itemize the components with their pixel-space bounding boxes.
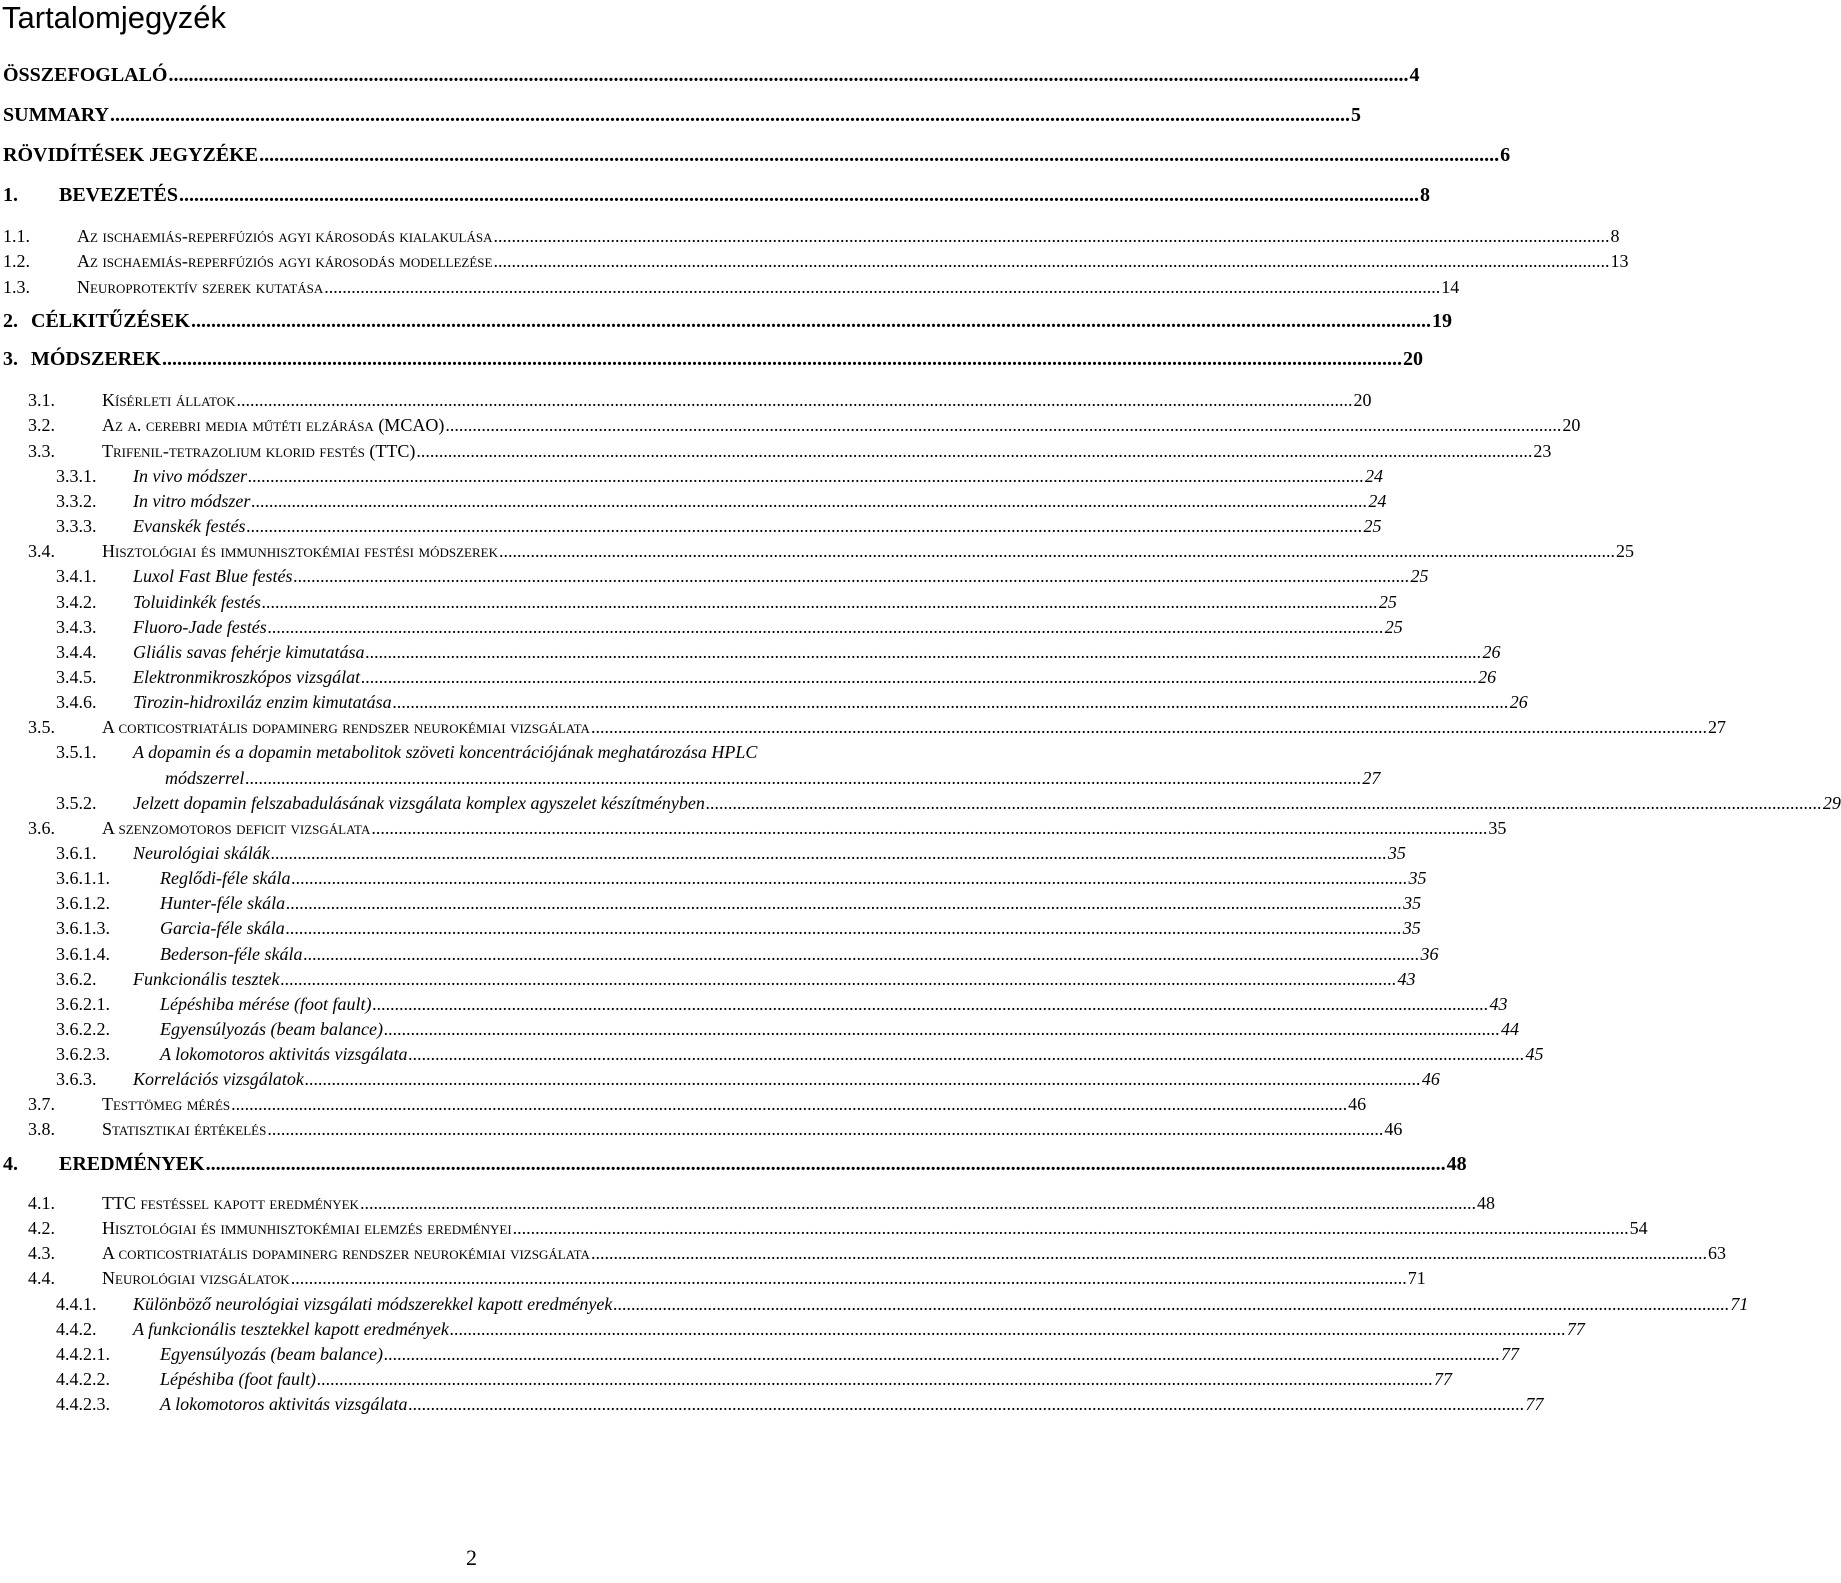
toc-leader	[384, 1019, 1500, 1040]
toc-page-number: 20	[1353, 390, 1372, 410]
toc-entry[interactable]	[56, 868, 1427, 889]
toc-entry-number: 3.5.	[28, 717, 55, 737]
toc-entry-number: 3.5.2.	[56, 793, 97, 813]
toc-page-number: 77	[1500, 1344, 1519, 1364]
toc-entry-title: Testtömeg mérés	[102, 1094, 231, 1114]
toc-entry-title: Egyensúlyozás (beam balance)	[160, 1019, 383, 1039]
toc-page-number: 27	[1362, 768, 1381, 788]
toc-entry-number: 3.6.1.4.	[56, 944, 110, 964]
toc-entry-title: Luxol Fast Blue festés	[133, 566, 293, 586]
toc-entry[interactable]	[3, 1153, 1467, 1176]
toc-leader	[268, 617, 1384, 638]
toc-leader	[286, 893, 1402, 914]
toc-entry-number: 3.4.6.	[56, 692, 97, 712]
toc-entry[interactable]	[3, 64, 1420, 87]
toc-leader	[231, 1094, 1347, 1115]
toc-entry[interactable]	[28, 1268, 1426, 1289]
toc-leader	[271, 843, 1387, 864]
toc-entry[interactable]	[3, 251, 1629, 272]
toc-page-number: 44	[1500, 1019, 1519, 1039]
toc-leader	[267, 1119, 1383, 1140]
toc-entry-title: Neurológiai vizsgálatok	[102, 1268, 290, 1288]
toc-leader	[245, 768, 1361, 789]
toc-entry[interactable]	[28, 390, 1372, 411]
toc-entry-title: Az ischaemiás-reperfúziós agyi károsodás modellezése	[77, 251, 493, 271]
toc-page-number: 48	[1476, 1193, 1495, 1213]
toc-entry-number: 3.4.3.	[56, 617, 97, 637]
toc-entry[interactable]	[3, 226, 1620, 247]
toc-entry[interactable]	[56, 944, 1439, 965]
toc-leader	[513, 1218, 1629, 1239]
toc-leader	[365, 642, 1481, 663]
toc-entry[interactable]	[3, 348, 1424, 371]
toc-entry-number: 3.6.1.	[56, 843, 97, 863]
toc-entry-title: Neuroprotektív szerek kutatása	[77, 277, 324, 297]
toc-entry[interactable]	[28, 441, 1552, 462]
toc-leader	[262, 592, 1378, 613]
toc-entry-number: 4.4.2.	[56, 1319, 97, 1339]
toc-entry[interactable]	[56, 692, 1528, 713]
toc-entry-number: 3.4.4.	[56, 642, 97, 662]
toc-entry[interactable]	[56, 918, 1421, 939]
toc-entry[interactable]	[56, 617, 1403, 638]
toc-entry-number: 4.4.2.2.	[56, 1369, 110, 1389]
toc-entry-title: A corticostriatális dopaminerg rendszer neurokémiai vizsgálata	[102, 717, 590, 737]
toc-page-number: 48	[1446, 1153, 1467, 1175]
toc-page-number: 24	[1368, 491, 1387, 511]
toc-leader	[416, 441, 1532, 462]
toc-page-number: 77	[1434, 1369, 1452, 1389]
toc-page-number: 25	[1378, 592, 1397, 612]
toc-leader	[493, 251, 1609, 272]
toc-page-number: 43	[1397, 969, 1416, 989]
toc-entry-title: RÖVIDÍTÉSEK JEGYZÉKE	[3, 144, 259, 166]
toc-entry-title: Korrelációs vizsgálatok	[133, 1069, 304, 1089]
page-number: 2	[466, 1545, 477, 1570]
toc-entry-number: 4.4.2.3.	[56, 1394, 110, 1414]
toc-entry-title: Hisztológiai és immunhisztokémiai elemzés eredményei	[102, 1218, 512, 1238]
toc-entry[interactable]	[56, 843, 1406, 864]
toc-entry-number: 4.4.1.	[56, 1294, 97, 1314]
toc-page-number: 36	[1420, 944, 1439, 964]
toc-entry-number: 2.	[3, 310, 18, 332]
toc-entry[interactable]	[28, 717, 1726, 738]
toc-entry-number: 3.3.1.	[56, 466, 97, 486]
toc-page-number: 27	[1707, 717, 1726, 737]
toc-page-number: 19	[1431, 310, 1452, 332]
toc-leader	[110, 104, 1350, 127]
toc-entry-number: 1.2.	[3, 251, 30, 271]
toc-entry-number: 3.6.1.1.	[56, 868, 110, 888]
toc-leader	[206, 1153, 1446, 1176]
toc-entry[interactable]	[56, 1394, 1544, 1415]
toc-entry-title: A szenzomotoros deficit vizsgálata	[102, 818, 371, 838]
toc-page-number: 8	[1610, 226, 1620, 246]
toc-entry-title: Reglődi-féle skála	[160, 868, 291, 888]
toc-entry[interactable]	[56, 1044, 1544, 1065]
toc-leader	[259, 144, 1499, 167]
toc-entry-title: Az a. cerebri media műtéti elzárása (MCAO)	[102, 415, 445, 435]
toc-page-number: 35	[1402, 918, 1421, 938]
toc-entry-title: Tirozin-hidroxiláz enzim kimutatása	[133, 692, 392, 712]
toc-leader	[251, 491, 1367, 512]
toc-page-number: 13	[1610, 251, 1629, 271]
toc-leader	[499, 541, 1615, 562]
toc-entry[interactable]	[56, 1344, 1519, 1365]
toc-entry-title: Trifenil-tetrazolium klorid festés (TTC)	[102, 441, 416, 461]
toc-entry-number: 1.	[3, 184, 18, 206]
toc-entry-number: 3.4.2.	[56, 592, 97, 612]
toc-entry[interactable]	[56, 491, 1387, 512]
toc-page-number: 25	[1410, 566, 1429, 586]
toc-leader	[162, 348, 1402, 371]
toc-entry-number: 3.1.	[28, 390, 55, 410]
toc-entry-number: 3.4.	[28, 541, 55, 561]
toc-entry-number: 3.3.3.	[56, 516, 97, 536]
toc-entry[interactable]	[28, 1218, 1648, 1239]
toc-entry-title: MÓDSZEREK	[31, 348, 162, 370]
toc-entry-number: 3.5.1.	[56, 742, 97, 762]
toc-leader	[305, 1069, 1421, 1090]
toc-entry-title-continued: módszerrel	[165, 768, 245, 788]
toc-leader	[371, 818, 1487, 839]
toc-page-number: 71	[1730, 1294, 1749, 1314]
toc-entry-number: 3.6.1.2.	[56, 893, 110, 913]
toc-page-number: 77	[1525, 1394, 1544, 1414]
toc-entry-title: TTC festéssel kapott eredmények	[102, 1193, 359, 1213]
toc-entry-number: 3.6.3.	[56, 1069, 97, 1089]
toc-entry-title: A lokomotoros aktivitás vizsgálata	[160, 1044, 408, 1064]
toc-entry[interactable]	[28, 1193, 1495, 1214]
toc-entry-title: A funkcionális tesztekkel kapott eredmények	[133, 1319, 449, 1339]
toc-entry-number: 3.6.2.	[56, 969, 97, 989]
toc-entry-number: 3.	[3, 348, 18, 370]
toc-entry[interactable]	[3, 144, 1511, 167]
toc-entry[interactable]	[56, 793, 1841, 814]
toc-entry[interactable]	[28, 541, 1634, 562]
toc-entry-title: Hisztológiai és immunhisztokémiai festési módszerek	[102, 541, 498, 561]
toc-entry-title: Funkcionális tesztek	[133, 969, 280, 989]
toc-entry-number: 4.4.	[28, 1268, 55, 1288]
toc-entry-number: 3.3.	[28, 441, 55, 461]
toc-page-number: 4	[1409, 64, 1420, 86]
toc-entry-number: 4.3.	[28, 1243, 55, 1263]
toc-entry[interactable]	[56, 1319, 1585, 1340]
toc-leader	[393, 692, 1509, 713]
toc-entry[interactable]	[3, 184, 1430, 207]
toc-page-number: 54	[1629, 1218, 1648, 1238]
toc-entry-title: In vivo módszer	[133, 466, 247, 486]
toc-leader	[361, 667, 1477, 688]
toc-entry-title: SUMMARY	[3, 104, 109, 126]
toc-entry[interactable]	[28, 1119, 1403, 1140]
toc-page-number: 46	[1421, 1069, 1440, 1089]
toc-entry[interactable]	[56, 893, 1422, 914]
toc-entry-title: Egyensúlyozás (beam balance)	[160, 1344, 383, 1364]
toc-leader	[409, 1394, 1525, 1415]
toc-page-number: 23	[1533, 441, 1552, 461]
toc-leader	[384, 1344, 1500, 1365]
toc-entry[interactable]	[3, 104, 1361, 127]
toc-entry-title: Statisztikai értékelés	[102, 1119, 267, 1139]
toc-entry-title: Bederson-féle skála	[160, 944, 303, 964]
toc-entry[interactable]	[56, 642, 1501, 663]
toc-page-number: 26	[1482, 642, 1501, 662]
toc-entry-title: Toluidinkék festés	[133, 592, 261, 612]
toc-leader	[293, 566, 1409, 587]
toc-page-number: 46	[1348, 1094, 1367, 1114]
toc-entry-title: Elektronmikroszkópos vizsgálat	[133, 667, 361, 687]
toc-entry-title: Neurológiai skálák	[133, 843, 270, 863]
toc-entry-title: EREDMÉNYEK	[59, 1153, 205, 1175]
toc-entry-number: 3.2.	[28, 415, 55, 435]
toc-entry[interactable]	[3, 310, 1452, 333]
toc-entry-title: Lépéshiba mérése (foot fault)	[160, 994, 372, 1014]
toc-page-number: 35	[1403, 893, 1422, 913]
toc-page-number: 25	[1363, 516, 1382, 536]
toc-entry-title: Az ischaemiás-reperfúziós agyi károsodás kialakulása	[77, 226, 493, 246]
toc-page-number: 35	[1408, 868, 1427, 888]
toc-entry[interactable]	[56, 592, 1397, 613]
toc-page-number: 46	[1384, 1119, 1403, 1139]
toc-entry-title: In vitro módszer	[133, 491, 251, 511]
toc-entry-number: 3.6.2.1.	[56, 994, 110, 1014]
toc-leader	[280, 969, 1396, 990]
toc-entry-number: 4.4.2.1.	[56, 1344, 110, 1364]
toc-leader	[179, 184, 1419, 207]
toc-page-number: 24	[1364, 466, 1383, 486]
toc-page-number: 71	[1407, 1268, 1426, 1288]
toc-leader	[303, 944, 1419, 965]
toc-page-number: 8	[1419, 184, 1430, 206]
toc-entry-number: 1.3.	[3, 277, 30, 297]
toc-entry-number: 4.	[3, 1153, 18, 1175]
toc-entry[interactable]	[56, 742, 950, 763]
toc-leader	[246, 516, 1362, 537]
toc-leader	[613, 1294, 1729, 1315]
toc-leader	[317, 1369, 1433, 1390]
toc-entry[interactable]	[28, 415, 1581, 436]
toc-page-number: 26	[1509, 692, 1528, 712]
toc-leader	[372, 994, 1488, 1015]
toc-leader	[291, 1268, 1407, 1289]
toc-page-number: 35	[1488, 818, 1507, 838]
toc-leader	[409, 1044, 1525, 1065]
toc-entry[interactable]	[56, 1069, 1440, 1090]
toc-entry[interactable]	[56, 466, 1383, 487]
toc-entry[interactable]	[56, 1369, 1452, 1390]
toc-entry-title: Lépéshiba (foot fault)	[160, 1369, 316, 1389]
toc-entry-title: Hunter-féle skála	[160, 893, 286, 913]
toc-page-number: 43	[1489, 994, 1508, 1014]
toc-entry-number: 1.1.	[3, 226, 30, 246]
toc-leader	[591, 717, 1707, 738]
toc-leader	[291, 868, 1407, 889]
toc-entry-continuation[interactable]	[165, 768, 1381, 789]
toc-entry-title: Garcia-féle skála	[160, 918, 285, 938]
toc-leader	[591, 1243, 1707, 1264]
toc-entry-number: 4.1.	[28, 1193, 55, 1213]
toc-entry-number: 3.6.	[28, 818, 55, 838]
toc-entry[interactable]	[28, 1243, 1726, 1264]
toc-leader	[706, 793, 1822, 814]
toc-leader	[324, 277, 1440, 298]
toc-entry-title: A dopamin és a dopamin metabolitok szöveti koncentrációjának meghatározása HPLC	[133, 742, 758, 762]
toc-entry-number: 3.4.5.	[56, 667, 97, 687]
toc-entry-number: 4.2.	[28, 1218, 55, 1238]
toc-page-number: 29	[1822, 793, 1841, 813]
toc-entry-title: A lokomotoros aktivitás vizsgálata	[160, 1394, 408, 1414]
toc-page-number: 77	[1566, 1319, 1585, 1339]
toc-entry-title: Fluoro-Jade festés	[133, 617, 267, 637]
toc-page-number: 26	[1478, 667, 1497, 687]
toc-page-number: 20	[1562, 415, 1581, 435]
toc-entry[interactable]	[56, 667, 1497, 688]
toc-page-number: 20	[1403, 348, 1424, 370]
toc-entry-title: CÉLKITŰZÉSEK	[31, 310, 190, 332]
toc-page-number: 6	[1500, 144, 1511, 166]
page-title: Tartalomjegyzék	[2, 0, 226, 35]
toc-leader	[237, 390, 1353, 411]
toc-entry-title: Evanskék festés	[133, 516, 246, 536]
toc-entry[interactable]	[56, 516, 1382, 537]
toc-entry[interactable]	[28, 1094, 1367, 1115]
toc-page-number: 25	[1615, 541, 1634, 561]
toc-entry[interactable]	[56, 1019, 1519, 1040]
toc-entry-title: Jelzett dopamin felszabadulásának vizsgálata komplex agyszelet készítményben	[133, 793, 705, 813]
toc-entry[interactable]	[56, 1294, 1749, 1315]
toc-entry-number: 3.4.1.	[56, 566, 97, 586]
toc-entry-number: 3.3.2.	[56, 491, 97, 511]
toc-leader	[493, 226, 1609, 247]
toc-entry-title: Gliális savas fehérje kimutatása	[133, 642, 365, 662]
toc-page-number: 63	[1707, 1243, 1726, 1263]
toc-entry[interactable]	[28, 818, 1507, 839]
toc-leader	[248, 466, 1364, 487]
toc-entry-title: A corticostriatális dopaminerg rendszer neurokémiai vizsgálata	[102, 1243, 590, 1263]
toc-entry[interactable]	[56, 969, 1416, 990]
toc-leader	[169, 64, 1409, 87]
toc-leader	[445, 415, 1561, 436]
toc-entry-number: 3.6.2.2.	[56, 1019, 110, 1039]
toc-entry-title: ÖSSZEFOGLALÓ	[3, 64, 168, 86]
toc-leader	[450, 1319, 1566, 1340]
toc-entry-title: BEVEZETÉS	[59, 184, 178, 206]
toc-entry[interactable]	[3, 277, 1460, 298]
toc-entry-number: 3.8.	[28, 1119, 55, 1139]
toc-page-number: 5	[1350, 104, 1361, 126]
toc-page-number: 45	[1525, 1044, 1544, 1064]
toc-page-number: 35	[1387, 843, 1406, 863]
toc-entry[interactable]	[56, 994, 1508, 1015]
toc-entry-number: 3.6.1.3.	[56, 918, 110, 938]
toc-entry-number: 3.6.2.3.	[56, 1044, 110, 1064]
toc-page-number: 25	[1384, 617, 1403, 637]
toc-page-number: 14	[1441, 277, 1460, 297]
toc-entry-title: Kísérleti állatok	[102, 390, 236, 410]
toc-entry-number: 3.7.	[28, 1094, 55, 1114]
toc-leader	[191, 310, 1431, 333]
toc-leader	[360, 1193, 1476, 1214]
toc-entry-title: Különböző neurológiai vizsgálati módszerekkel kapott eredmények	[133, 1294, 613, 1314]
toc-entry[interactable]	[56, 566, 1429, 587]
toc-leader	[286, 918, 1402, 939]
